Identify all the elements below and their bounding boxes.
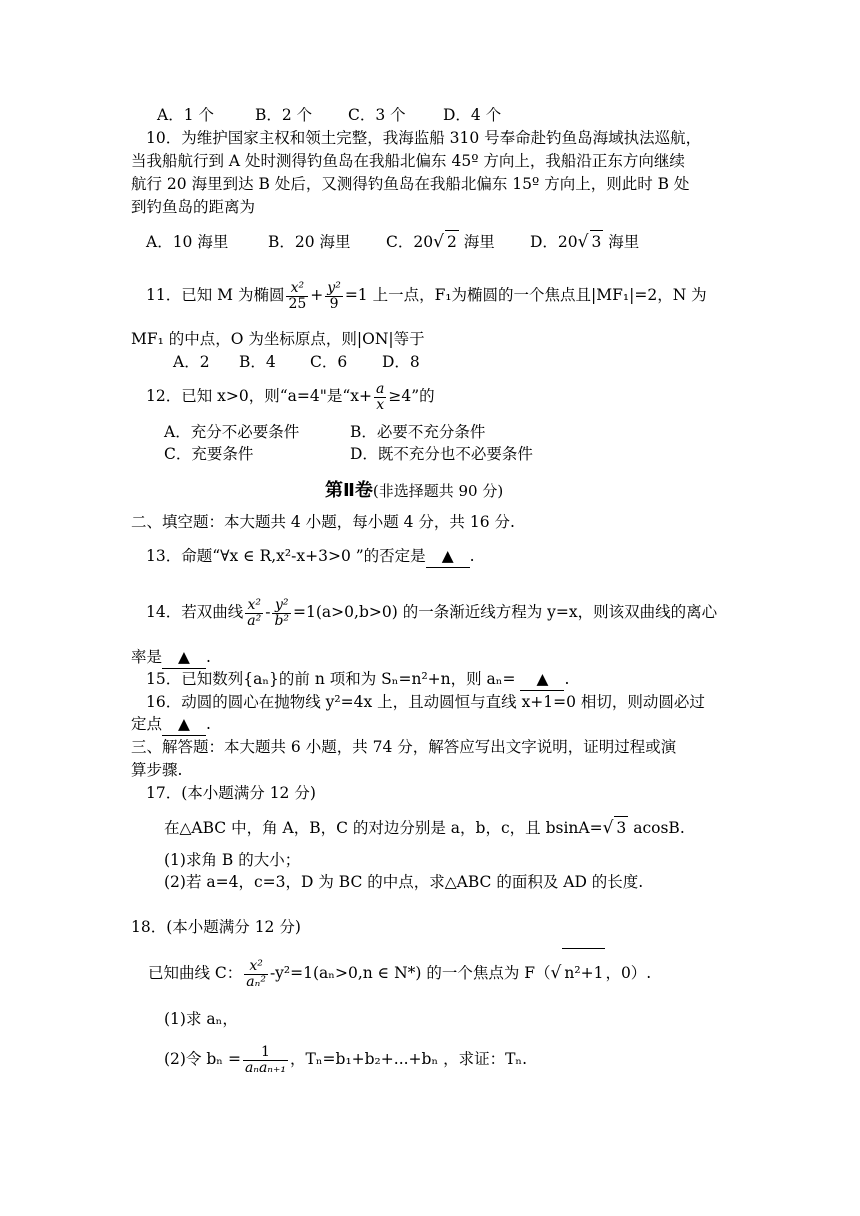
- q18-stem-suffix: ，0）.: [605, 964, 652, 982]
- q18-part2-prefix: (2)令 bₙ =: [164, 1050, 241, 1068]
- section3-line2: 算步骤.: [131, 761, 183, 779]
- q18-stem-radicand: n²+1: [562, 948, 605, 997]
- q17-part1: (1)求角 B 的大小；: [164, 851, 301, 869]
- q12-fraction-numerator: a: [376, 380, 385, 397]
- q10-option-c-radicand: 2: [445, 230, 459, 253]
- q14-fraction-y-numerator: y²: [272, 598, 291, 614]
- q9-option-a: A．1 个: [157, 106, 214, 124]
- sqrt-sign-icon: √: [550, 963, 562, 983]
- q13-suffix: .: [469, 547, 475, 565]
- q9-option-b: B．2 个: [255, 106, 313, 124]
- q13-prefix: 13．命题“∀x ∈ R,x²-x+3>0 ”的否定是: [146, 547, 426, 565]
- q14-line2: [131, 646, 211, 669]
- q10-option-d: [530, 230, 639, 253]
- q18-fraction: [244, 959, 268, 990]
- q11-options: [173, 351, 420, 373]
- q12-prefix: 12．已知 x>0，则“a=4"是“x+: [146, 387, 373, 405]
- q12-options-row2: [164, 443, 533, 465]
- q11-option-c: C．6: [310, 353, 348, 371]
- q15-suffix: .: [564, 670, 570, 688]
- q17-stem-prefix: 在△ABC 中，角 A，B，C 的对边分别是 a，b，c，且 bsinA=: [164, 819, 603, 837]
- q18-fraction-denominator: aₙ²: [246, 973, 266, 990]
- q11-option-a: A．2: [173, 353, 210, 371]
- q18-part2-fraction: [243, 1045, 288, 1076]
- sqrt-sign-icon: √: [577, 232, 589, 252]
- q11-fraction-y: [325, 281, 343, 312]
- q11-option-d: D．8: [382, 353, 420, 371]
- q15-answer-blank: ▲: [520, 668, 564, 691]
- q11-fraction-x-denominator: 25: [288, 295, 307, 312]
- q18-part2-suffix: ，Tₙ=b₁+b₂+...+bₙ ，求证：Tₙ.: [289, 1050, 528, 1068]
- q14-fraction-x-numerator: x²: [245, 598, 263, 614]
- q10-option-c: [386, 230, 530, 253]
- q10-line1: 10．为维护国家主权和领土完整，我海监船 310 号奉命赴钓鱼岛海域执法巡航，: [146, 129, 702, 147]
- q16-line2: [131, 713, 211, 736]
- q17-stem: [164, 816, 685, 839]
- q12-option-b: B．必要不充分条件: [350, 423, 486, 441]
- q16-line2-suffix: .: [206, 715, 211, 733]
- q12-fraction: [374, 382, 386, 413]
- section2-heading: 二、填空题：本大题共 4 小题，每小题 4 分，共 16 分.: [131, 513, 515, 531]
- q15-text: 15．已知数列{aₙ}的前 n 项和为 Sₙ=n²+n，则 aₙ=: [146, 670, 516, 688]
- sqrt-sign-icon: √: [433, 232, 444, 252]
- q17-stem-radicand: 3: [614, 816, 628, 839]
- q14-fraction-x: [245, 598, 263, 629]
- q14-line2-prefix: 率是: [131, 648, 163, 666]
- q10-option-d-radicand: 3: [590, 230, 604, 253]
- q11-line1: [146, 272, 707, 318]
- q12-options-row1: [164, 421, 485, 443]
- q10-line2: 当我船航行到 A 处时测得钓鱼岛在我船北偏东 45º 方向上，我船沿正东方向继续: [131, 152, 685, 170]
- q18-part2-fraction-denominator: aₙaₙ₊₁: [244, 1059, 286, 1076]
- q15-line: [146, 668, 569, 691]
- q14-fraction-y: [272, 598, 291, 629]
- part2-title: 第Ⅱ卷: [325, 480, 373, 501]
- q18-stem-middle: -y²=1(aₙ>0,n ∈ N*) 的一个焦点为 F（: [269, 964, 551, 982]
- q16-line2-prefix: 定点: [131, 715, 163, 733]
- q14-line2-suffix: .: [206, 648, 211, 666]
- q17-part2: (2)若 a=4，c=3，D 为 BC 的中点，求△ABC 的面积及 AD 的长度.: [164, 873, 644, 891]
- q13-answer-blank: ▲: [426, 545, 470, 568]
- q10-option-c-prefix: C．20: [386, 233, 434, 251]
- q11-option-b: B．4: [239, 353, 276, 371]
- q9-option-c: C．3 个: [348, 106, 406, 124]
- q12-option-c: C．充要条件: [164, 445, 254, 463]
- q10-line3: 航行 20 海里到达 B 处后，又测得钓鱼岛在我船北偏东 15º 方向上，则此时 B 处: [131, 175, 690, 193]
- q11-suffix: =1 上一点，F₁为椭圆的一个焦点且|MF₁|=2，N 为: [344, 286, 707, 304]
- q18-part2-fraction-numerator: 1: [243, 1045, 288, 1061]
- q16-line1: 16．动圆的圆心在抛物线 y²=4x 上，且动圆恒与直线 x+1=0 相切，则动圆必过: [146, 693, 705, 711]
- q10-option-b: B．20 海里: [268, 233, 351, 251]
- q10-options: [146, 230, 639, 253]
- q12-option-a: A．充分不必要条件: [164, 423, 300, 441]
- q14-prefix: 14．若双曲线: [146, 603, 244, 621]
- q18-stem-prefix: 已知曲线 C：: [148, 964, 243, 982]
- q12-line1: [146, 376, 435, 416]
- q14-answer-blank: ▲: [162, 646, 206, 669]
- q11-fraction-y-denominator: 9: [329, 295, 339, 312]
- q14-fraction-y-denominator: b²: [274, 612, 290, 629]
- q17-heading: 17．(本小题满分 12 分): [146, 784, 316, 802]
- q10-option-a: A．10 海里: [146, 233, 229, 251]
- part2-heading: [325, 478, 503, 504]
- q10-option-c-suffix: 海里: [458, 233, 495, 251]
- q11-line2: MF₁ 的中点，O 为坐标原点，则|ON|等于: [131, 330, 425, 348]
- sqrt-sign-icon: √: [602, 818, 614, 838]
- q10-option-d-prefix: D．20: [530, 233, 578, 251]
- section3-line1: 三、解答题：本大题共 6 小题，共 74 分，解答应写出文字说明，证明过程或演: [131, 738, 677, 756]
- q16-answer-blank: ▲: [162, 713, 206, 736]
- q11-fraction-x-numerator: x²: [286, 281, 308, 297]
- q18-part1: (1)求 aₙ，: [164, 1010, 238, 1028]
- q13-line: [146, 545, 475, 568]
- q14-minus: -: [265, 603, 271, 621]
- q11-fraction-x: [286, 281, 308, 312]
- q18-stem: [148, 948, 651, 997]
- q12-option-d: D．既不充分也不必要条件: [350, 445, 533, 463]
- q14-line1: [146, 589, 717, 635]
- q18-fraction-numerator: x²: [244, 959, 268, 975]
- q17-stem-suffix: acosB.: [628, 819, 685, 837]
- part2-subtitle: (非选择题共 90 分): [372, 482, 504, 500]
- q18-part2: [164, 1036, 527, 1082]
- q18-heading: 18．(本小题满分 12 分): [131, 918, 301, 936]
- q10-line4: 到钓鱼岛的距离为: [131, 198, 256, 216]
- q14-suffix: =1(a>0,b>0) 的一条渐近线方程为 y=x，则该双曲线的离心: [293, 603, 718, 621]
- q10-option-d-suffix: 海里: [603, 233, 640, 251]
- q11-fraction-y-numerator: y²: [327, 279, 341, 296]
- q12-suffix: ≥4”的: [388, 387, 435, 405]
- q11-prefix: 11．已知 M 为椭圆: [146, 286, 285, 304]
- q14-fraction-x-denominator: a²: [247, 612, 262, 629]
- q9-options: [157, 104, 501, 126]
- q11-plus: +: [310, 286, 324, 304]
- q9-option-d: D．4 个: [443, 106, 502, 124]
- q12-fraction-denominator: x: [376, 396, 385, 413]
